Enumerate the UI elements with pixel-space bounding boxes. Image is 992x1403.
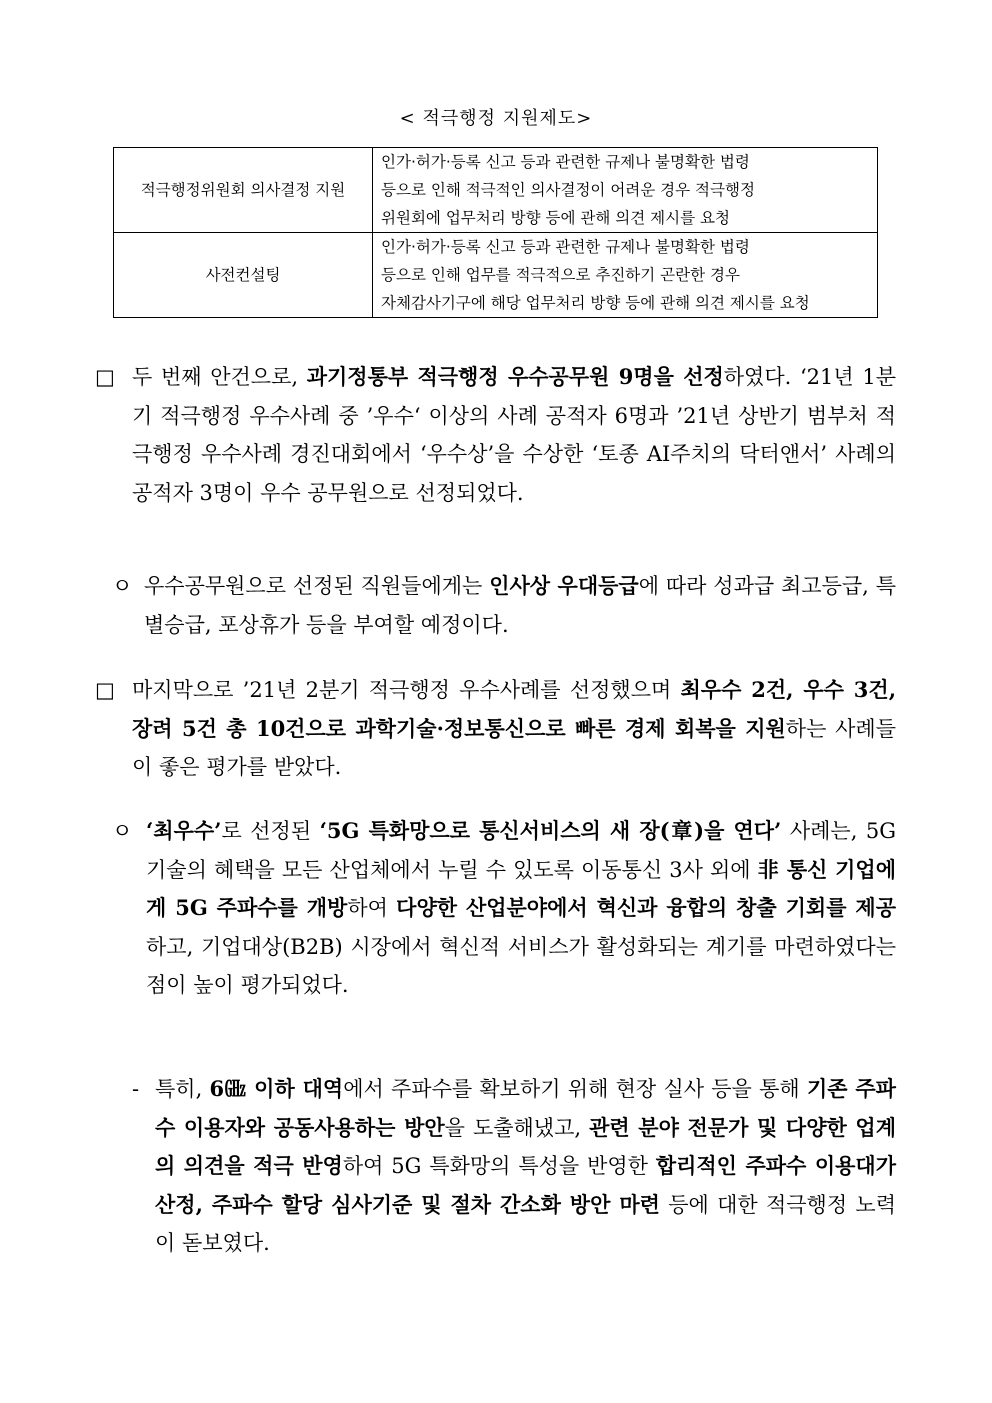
desc-line: 인가·허가·등록 신고 등과 관련한 규제나 불명확한 법령 [381, 238, 750, 256]
table-cell-label: 사전컨설팅 [114, 233, 373, 318]
circle-bullet-icon: ㅇ [112, 574, 133, 598]
section-paragraph: 두 번째 안건으로, 과기정통부 적극행정 우수공무원 9명을 선정하였다. ‘21년 1분기 적극행정 우수사례 중 ’우수‘ 이상의 사례 공적자 6명과 ’21년 상반기 범부처 적극행정 우수사례 경진대회에서 ‘우수상’을 수상한 ‘토종 AI주치의 닥터앤서’ 사례의 공적자 3명이 우수 공무원으로 선정되었다. [132, 364, 896, 505]
table-row [114, 148, 878, 233]
highlight-text: 최우수 2건, 우수 3건, 장려 5건 총 10건으로 과학기술·정보통신으로 빠른 경제 회복을 지원 [132, 677, 896, 741]
box-bullet-icon: □ [95, 365, 115, 389]
highlight-text: 다양한 산업분야에서 혁신과 융합의 창출 기회를 제공 [396, 895, 896, 920]
support-system-table [113, 147, 878, 318]
sub-paragraph: ‘최우수’로 선정된 ‘5G 특화망으로 통신서비스의 새 장(章)을 연다’ 사례는, 5G 기술의 혜택을 모든 산업체에서 누릴 수 있도록 이동통신 3사 외에 非 통신 기업에게 5G 주파수를 개방하여 다양한 산업분야에서 혁신과 융합의 창출 기회를 제공하고, 기업대상(B2B) 시장에서 혁신적 서비스가 활성화되는 계기를 마련하였다는 점이 높이 평가되었다. [146, 818, 896, 997]
desc-line: 등으로 인해 적극적인 의사결정이 어려운 경우 적극행정 [381, 181, 755, 199]
box-bullet-icon: □ [95, 678, 115, 702]
highlight-text: ‘5G 특화망으로 통신서비스의 새 장(章)을 연다’ [319, 818, 782, 843]
table-cell-desc [373, 148, 878, 233]
table-cell-desc [373, 233, 878, 318]
highlight-text: 인사상 우대등급 [489, 573, 639, 598]
table-row [114, 233, 878, 318]
table-caption: < 적극행정 지원제도> [399, 108, 593, 129]
detail-paragraph: 특히, 6㎓ 이하 대역에서 주파수를 확보하기 위해 현장 실사 등을 통해 기존 주파수 이용자와 공동사용하는 방안을 도출해냈고, 관련 분야 전문가 및 다양한 업계의 의견을 적극 반영하여 5G 특화망의 특성을 반영한 합리적인 주파수 이용대가 산정, 주파수 할당 심사기준 및 절차 간소화 방안 마련 등에 대한 적극행정 노력이 돋보였다. [155, 1076, 896, 1255]
highlight-text: 과기정통부 적극행정 우수공무원 9명을 선정 [306, 364, 724, 389]
desc-line: 인가·허가·등록 신고 등과 관련한 규제나 불명확한 법령 [381, 153, 750, 171]
desc-line: 자체감사기구에 해당 업무처리 방향 등에 관해 의견 제시를 요청 [381, 294, 810, 312]
dash-bullet-icon: - [132, 1077, 140, 1101]
circle-bullet-icon: ㅇ [112, 819, 133, 843]
desc-line: 등으로 인해 업무를 적극적으로 추진하기 곤란한 경우 [381, 266, 740, 284]
desc-line: 위원회에 업무처리 방향 등에 관해 의견 제시를 요청 [381, 209, 730, 227]
highlight-text: 6㎓ 이하 대역 [209, 1076, 344, 1101]
highlight-text: 기존 주파수 이용자와 공동사용하는 방안 [155, 1076, 896, 1140]
sub-paragraph: 우수공무원으로 선정된 직원들에게는 인사상 우대등급에 따라 성과급 최고등급, 특별승급, 포상휴가 등을 부여할 예정이다. [144, 573, 896, 637]
highlight-text: ‘최우수’ [146, 818, 222, 843]
highlight-text: 합리적인 주파수 이용대가 산정, 주파수 할당 심사기준 및 절차 간소화 방안 마련 [155, 1153, 896, 1217]
highlight-text: 非 통신 기업에게 5G 주파수를 개방 [146, 856, 896, 920]
table-cell-label: 적극행정위원회 의사결정 지원 [114, 148, 373, 233]
highlight-text: 관련 분야 전문가 및 다양한 업계의 의견을 적극 반영 [155, 1114, 896, 1178]
section-paragraph: 마지막으로 ’21년 2분기 적극행정 우수사례를 선정했으며 최우수 2건, 우수 3건, 장려 5건 총 10건으로 과학기술·정보통신으로 빠른 경제 회복을 지원하는 사례들이 좋은 평가를 받았다. [132, 677, 896, 779]
